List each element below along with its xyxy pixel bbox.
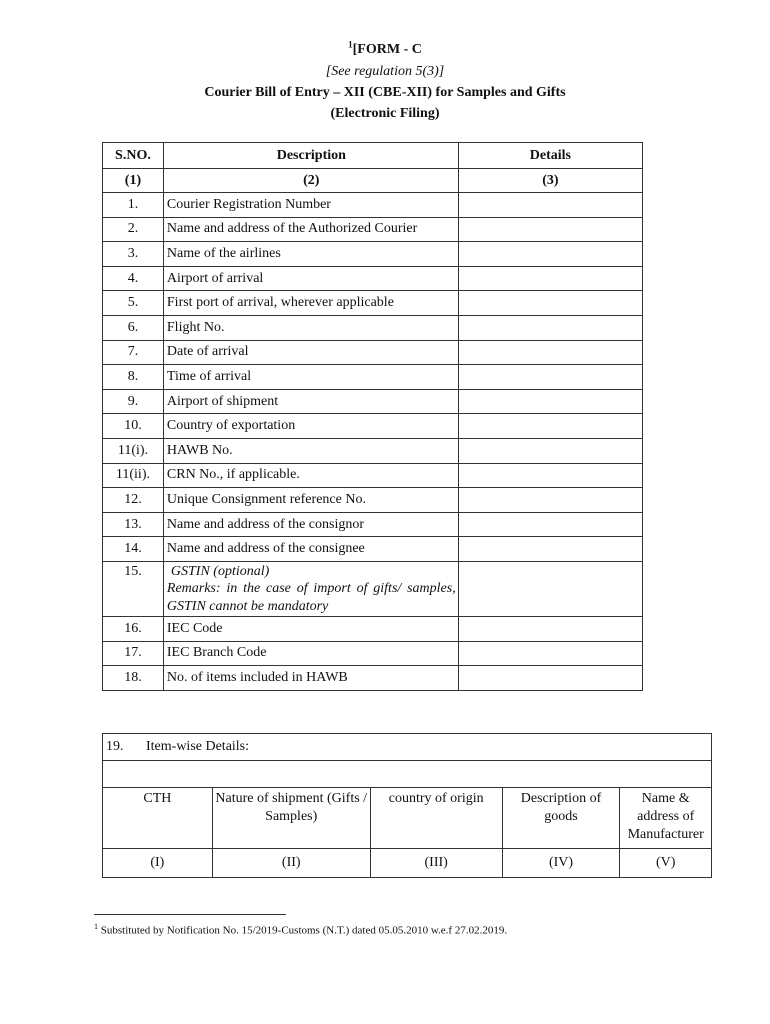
row-details-field[interactable] [458, 641, 642, 666]
row-sno: 2. [103, 217, 164, 242]
row-sno: 9. [103, 389, 164, 414]
row-description: Time of arrival [163, 365, 458, 390]
item-column-headers [103, 788, 712, 849]
table-row [103, 365, 643, 390]
row-details-field[interactable] [458, 537, 642, 562]
table-row [103, 217, 643, 242]
header-description: Description [163, 143, 458, 169]
row-description: Country of exportation [163, 414, 458, 439]
row-sno: 4. [103, 266, 164, 291]
row-details-field[interactable] [458, 242, 642, 267]
row-sno: 14. [103, 537, 164, 562]
document-subtitle: (Electronic Filing) [330, 106, 440, 121]
table-row [103, 242, 643, 267]
gstin-label: GSTIN (optional) [170, 563, 270, 579]
row-details-field[interactable] [458, 666, 642, 691]
row-description: Name of the airlines [163, 242, 458, 267]
col-number: (3) [458, 169, 642, 193]
item-col-number: (IV) [502, 849, 620, 878]
item-col-number: (V) [620, 849, 712, 878]
row-details-field[interactable] [458, 463, 642, 488]
row-details-field[interactable] [458, 616, 642, 641]
gstin-remarks: Remarks: in the case of import of gifts/ samples, GSTIN cannot be mandatory [166, 580, 456, 614]
row-details-field[interactable] [458, 561, 642, 616]
row-details-field[interactable] [458, 266, 642, 291]
form-title [0, 39, 770, 58]
row-description: Flight No. [163, 315, 458, 340]
row-description: Airport of shipment [163, 389, 458, 414]
item-wise-details-table [102, 733, 712, 878]
table-row [103, 340, 643, 365]
header-sno: S.NO. [103, 143, 164, 169]
item-blank-row [103, 761, 712, 788]
row-sno: 15. [103, 561, 164, 616]
row-details-field[interactable] [458, 389, 642, 414]
row-details-field[interactable] [458, 512, 642, 537]
row-description: Courier Registration Number [163, 193, 458, 218]
row-details-field[interactable] [458, 414, 642, 439]
item-section-number: 19. [106, 739, 124, 754]
item-heading-row [103, 734, 712, 761]
footnote-text: Substituted by Notification No. 15/2019-Customs (N.T.) dated 05.05.2010 w.e.f 27.02.2019. [100, 924, 508, 937]
row-description: Name and address of the consignee [163, 537, 458, 562]
table-row [103, 438, 643, 463]
table-row [103, 537, 643, 562]
item-col-cth: CTH [103, 788, 213, 849]
footnote-number: 1 [94, 922, 98, 931]
table-row [103, 512, 643, 537]
table-row [103, 266, 643, 291]
col-number: (1) [103, 169, 164, 193]
table-row [103, 193, 643, 218]
row-details-field[interactable] [458, 315, 642, 340]
row-sno: 10. [103, 414, 164, 439]
item-col-origin: country of origin [370, 788, 502, 849]
row-sno: 12. [103, 488, 164, 513]
table-row [103, 463, 643, 488]
table-row [103, 389, 643, 414]
column-number-row [103, 169, 643, 193]
item-blank-cell[interactable] [103, 761, 712, 788]
row-details-field[interactable] [458, 365, 642, 390]
row-description: Name and address of the Authorized Courier [163, 217, 458, 242]
row-description: Date of arrival [163, 340, 458, 365]
row-sno: 17. [103, 641, 164, 666]
row-details-field[interactable] [458, 340, 642, 365]
row-description: IEC Branch Code [163, 641, 458, 666]
row-sno: 3. [103, 242, 164, 267]
row-sno: 11(ii). [103, 463, 164, 488]
row-details-field[interactable] [458, 488, 642, 513]
row-sno: 18. [103, 666, 164, 691]
table-row [103, 291, 643, 316]
row-description [163, 561, 458, 616]
row-details-field[interactable] [458, 217, 642, 242]
table-row [103, 315, 643, 340]
col-number: (2) [163, 169, 458, 193]
item-col-number: (II) [212, 849, 370, 878]
row-details-field[interactable] [458, 193, 642, 218]
row-details-field[interactable] [458, 291, 642, 316]
table-row [103, 414, 643, 439]
row-sno: 8. [103, 365, 164, 390]
header-details: Details [458, 143, 642, 169]
row-sno: 7. [103, 340, 164, 365]
row-description: No. of items included in HAWB [163, 666, 458, 691]
row-sno: 11(i). [103, 438, 164, 463]
row-description: Airport of arrival [163, 266, 458, 291]
row-description: HAWB No. [163, 438, 458, 463]
row-sno: 1. [103, 193, 164, 218]
item-section-title: Item-wise Details: [146, 739, 250, 754]
header-row [103, 143, 643, 169]
table-row [103, 666, 643, 691]
row-description: CRN No., if applicable. [163, 463, 458, 488]
row-details-field[interactable] [458, 438, 642, 463]
form-title-text: [FORM - C [352, 42, 422, 57]
row-sno: 5. [103, 291, 164, 316]
row-sno: 16. [103, 616, 164, 641]
main-form-table [102, 142, 643, 691]
row-sno: 13. [103, 512, 164, 537]
footnote-ref: 1 [348, 39, 353, 50]
row-description: First port of arrival, wherever applicable [163, 291, 458, 316]
item-col-manufacturer: Name & address of Manufacturer [620, 788, 712, 849]
item-heading [103, 734, 712, 761]
item-col-nature: Nature of shipment (Gifts / Samples) [212, 788, 370, 849]
table-row [103, 488, 643, 513]
row-sno: 6. [103, 315, 164, 340]
row-description: Name and address of the consignor [163, 512, 458, 537]
footnote-divider [94, 914, 286, 915]
table-row [103, 561, 643, 616]
row-description: IEC Code [163, 616, 458, 641]
table-row [103, 641, 643, 666]
document-title: Courier Bill of Entry – XII (CBE-XII) for Samples and Gifts [204, 85, 566, 100]
item-col-number: (I) [103, 849, 213, 878]
table-row [103, 616, 643, 641]
regulation-ref: [See regulation 5(3)] [325, 64, 445, 79]
item-col-number: (III) [370, 849, 502, 878]
row-description: Unique Consignment reference No. [163, 488, 458, 513]
footnote [94, 922, 507, 937]
item-number-row [103, 849, 712, 878]
item-col-description: Description of goods [502, 788, 620, 849]
